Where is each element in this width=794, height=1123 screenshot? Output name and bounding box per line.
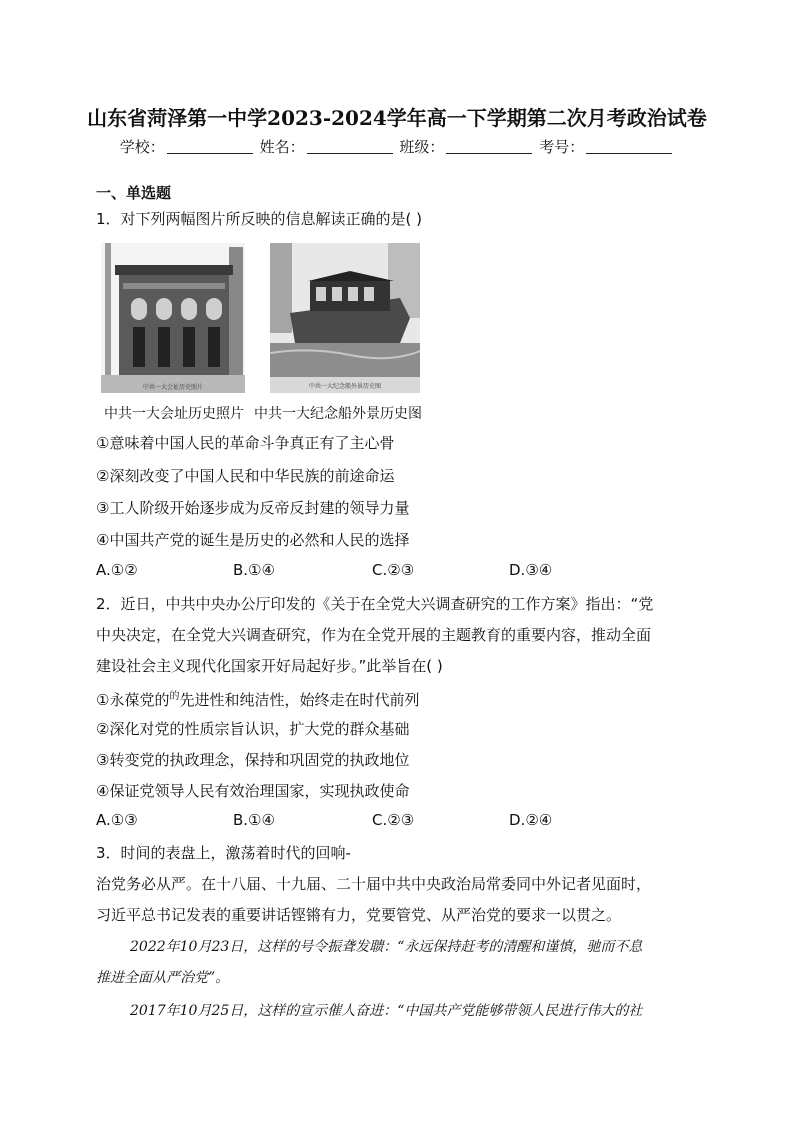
page-title: 山东省菏泽第一中学2023-2024学年高一下学期第二次月考政治试卷 [87,106,707,130]
q2-option-b[interactable]: B.①④ [233,811,275,829]
q3-stem-line-1: 3．时间的表盘上，激荡着时代的回响- [96,844,351,862]
q1-option-b[interactable]: B.①④ [233,561,275,579]
number-label: 考号： [539,138,585,156]
class-label: 班级： [399,138,445,156]
q1-option-d[interactable]: D.③④ [509,561,553,579]
number-blank[interactable] [586,139,672,154]
class-blank[interactable] [446,139,532,154]
school-blank[interactable] [167,139,253,154]
name-blank[interactable] [307,139,393,154]
q2-s1-part-a: ①永葆党的 [96,691,170,709]
q3-quote-2022-line-1: 2022年10月23日，这样的号令振聋发聩：“永远保持赶考的清醒和谨慎，驰而不息 [130,939,643,955]
q1-statement-1: ①意味着中国人民的革命斗争真正有了主心骨 [96,434,395,452]
q2-statement-3: ③转变党的执政理念，保持和巩固党的执政地位 [96,751,410,769]
q1-option-c[interactable]: C.②③ [372,561,415,579]
q2-statement-1 [96,687,419,710]
caption-congress-site: 中共一大会址历史照片 [104,406,244,422]
q1-statement-2: ②深刻改变了中国人民和中华民族的前途命运 [96,467,395,485]
q2-stem-line-3: 建设社会主义现代化国家开好局起好步。”此举旨在( ) [96,657,443,675]
school-label: 学校： [119,138,165,156]
q1-statement-4: ④中国共产党的诞生是历史的必然和人民的选择 [96,531,410,549]
q2-statement-4: ④保证党领导人民有效治理国家，实现执政使命 [96,782,410,800]
q2-statement-2: ②深化对党的性质宗旨认识，扩大党的群众基础 [96,720,410,738]
name-label: 姓名： [259,138,305,156]
q3-quote-2017-line-1: 2017年10月25日，这样的宣示催人奋进：“中国共产党能够带领人民进行伟大的社 [130,1003,643,1019]
q3-stem-line-2: 治党务必从严。在十八届、十九届、二十届中共中央政治局常委同中外记者见面时， [96,875,652,893]
q3-stem-line-3: 习近平总书记发表的重要讲话铿锵有力，党要管党、从严治党的要求一以贯之。 [96,906,622,924]
svg-text:中共一大会址历史照片: 中共一大会址历史照片 [142,384,204,391]
q2-stem-line-2: 中央决定，在全党大兴调查研究，作为在全党开展的主题教育的重要内容，推动全面 [96,626,652,644]
q1-statement-3: ③工人阶级开始逐步成为反帝反封建的领导力量 [96,499,410,517]
photo-congress-site [101,243,245,393]
photo-memorial-boat [270,243,420,393]
section-title: 一、单选题 [96,184,172,202]
q1-option-a[interactable]: A.①② [96,561,138,579]
q2-option-c[interactable]: C.②③ [372,811,415,829]
student-info-row [0,136,794,157]
q2-s1-superscript: 的 [169,691,180,702]
q2-option-d[interactable]: D.②④ [509,811,553,829]
q3-quote-2022-line-2: 推进全面从严治党”。 [96,970,230,986]
svg-text:中共一大纪念船外景历史图: 中共一大纪念船外景历史图 [308,383,382,390]
q2-s1-part-b: 先进性和纯洁性，始终走在时代前列 [179,691,420,709]
q2-stem-line-1: 2．近日，中共中央办公厅印发的《关于在全党大兴调查研究的工作方案》指出：“党 [96,595,654,613]
q1-stem: 1．对下列两幅图片所反映的信息解读正确的是( ) [96,210,423,228]
q2-option-a[interactable]: A.①③ [96,811,138,829]
caption-memorial-boat: 中共一大纪念船外景历史图 [254,406,422,422]
